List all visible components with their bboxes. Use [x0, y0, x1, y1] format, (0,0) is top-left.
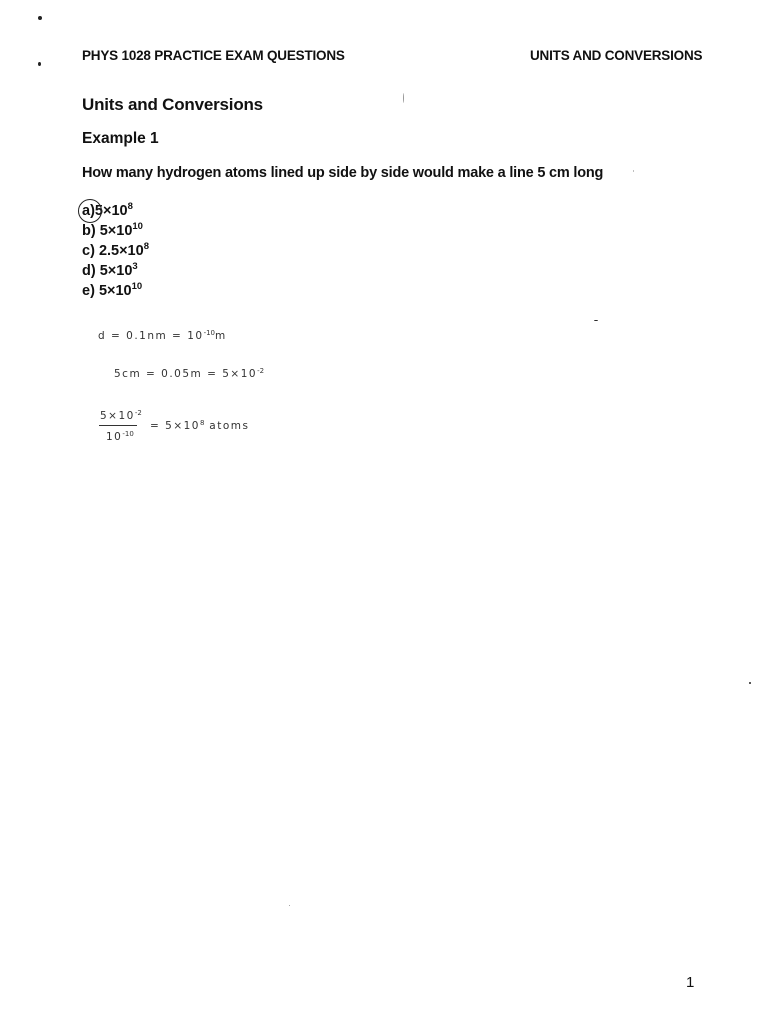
handwritten-text: = 5×10: [150, 420, 200, 432]
option-exponent: 10: [131, 281, 143, 292]
handwritten-unit: atoms: [209, 420, 250, 432]
answer-circle-mark: [78, 199, 102, 223]
header-course-title: PHYS 1028 PRACTICE EXAM QUESTIONS: [82, 48, 345, 63]
option-exponent: 3: [132, 261, 138, 272]
header-topic-title: UNITS AND CONVERSIONS: [530, 48, 703, 63]
option-value: 5×10: [98, 283, 132, 299]
scan-speck: [289, 905, 290, 906]
option-label: e): [82, 283, 95, 299]
option-d: [82, 261, 149, 281]
answer-options: [82, 201, 149, 301]
handwritten-text: 5×10: [100, 410, 135, 422]
option-a: [82, 201, 149, 221]
option-exponent: 10: [132, 221, 143, 232]
handwritten-fraction-numerator: [100, 410, 142, 422]
scan-speck: [594, 320, 598, 321]
option-label: d): [82, 263, 96, 279]
option-e: [82, 281, 149, 301]
option-label: a): [82, 203, 95, 219]
handwritten-exponent: -10: [122, 430, 134, 438]
scan-speck: [38, 62, 41, 66]
option-c: [82, 241, 149, 261]
section-title: Units and Conversions: [82, 95, 263, 114]
handwritten-exponent: 8: [199, 419, 205, 427]
handwritten-text: 10: [106, 431, 123, 443]
option-b: [82, 221, 149, 241]
page-number: 1: [686, 974, 695, 991]
option-label: c): [82, 243, 95, 259]
example-label: Example 1: [82, 130, 159, 147]
scan-speck: [38, 16, 42, 20]
option-value: 5×10: [94, 203, 128, 219]
handwritten-unit: m: [215, 330, 227, 342]
question-text: How many hydrogen atoms lined up side by side would make a line 5 cm long: [82, 165, 604, 181]
option-exponent: 8: [143, 241, 149, 252]
option-value: 2.5×10: [98, 243, 144, 259]
scan-speck: [403, 93, 404, 103]
option-exponent: 8: [127, 201, 133, 212]
option-value: 5×10: [99, 223, 133, 239]
handwritten-line-2: [114, 368, 264, 380]
option-value: 5×10: [99, 263, 133, 279]
handwritten-exponent: -2: [134, 409, 142, 417]
handwritten-fraction-denominator: [106, 431, 134, 443]
handwritten-exponent: -2: [257, 367, 265, 375]
option-label: b): [82, 223, 96, 239]
handwritten-text: 5cm = 0.05m = 5×10: [114, 368, 258, 380]
handwritten-exponent: -10: [203, 329, 215, 337]
handwritten-result: [150, 420, 249, 432]
handwritten-text: d = 0.1nm = 10: [98, 330, 204, 342]
scan-speck: [633, 170, 634, 172]
handwritten-line-1: [98, 330, 227, 342]
scan-speck: [749, 682, 751, 684]
fraction-bar: [99, 425, 137, 426]
